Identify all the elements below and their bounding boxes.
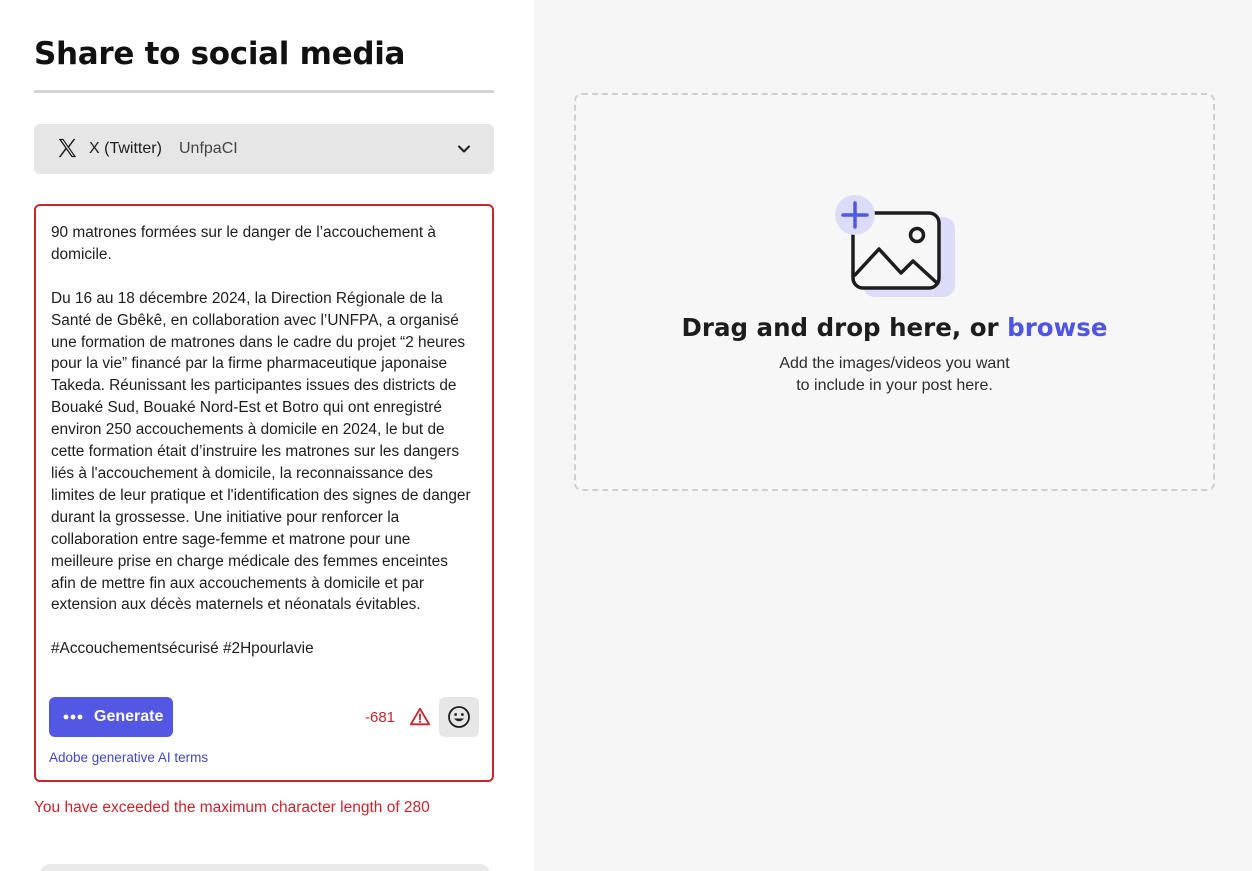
- next-section-preview: [40, 864, 490, 871]
- dropzone-title-text: Drag and drop here, or: [681, 313, 1008, 342]
- chevron-down-icon[interactable]: [456, 141, 472, 157]
- post-editor[interactable]: [34, 204, 494, 782]
- emoji-button[interactable]: [439, 697, 479, 737]
- dropzone-title: [576, 313, 1213, 342]
- add-image-icon: [835, 195, 961, 305]
- more-dots-icon: [63, 714, 83, 720]
- dropzone-subtitle-line1: Add the images/videos you want: [779, 355, 1010, 372]
- platform-name: X (Twitter): [89, 140, 162, 157]
- dropzone-subtitle-line2: to include in your post here.: [796, 377, 993, 394]
- character-limit-error: You have exceeded the maximum character length of 280: [34, 799, 430, 816]
- post-textarea[interactable]: 90 matrones formées sur le danger de l’accouchement à domicile. Du 16 au 18 décembre 2024, la Direction Régionale de la Santé de Gbêkê, en collaboration avec l’UNFPA, a organisé une formation de matrones dans le cadre du projet “2 heures pour la vie” financé par la firme pharmaceutique japonaise Takeda. Réunissant les participantes issues des districts de Bouaké Sud, Bouaké Nord-Est et Botro qui ont enregistré environ 250 accouchements à domicile en 2024, le but de cette formation était d’instruire les matrones sur les dangers liés à l'accouchement à domicile, la reconnaissance des limites de leur pratique et l'identification des signes de danger durant la grossesse. Une initiative pour renforcer la collaboration entre sage-femme et matrone pour une meilleure prise en charge médicale des femmes enceintes afin de mettre fin aux accouchements à domicile et par extension aux décès maternels et néonatals évitables. #Accouchementsécurisé #2Hpourlavie: [51, 224, 471, 658]
- account-selector[interactable]: [34, 124, 494, 174]
- ai-terms-link[interactable]: Adobe generative AI terms: [49, 750, 209, 765]
- account-handle: UnfpaCI: [179, 140, 238, 157]
- dropzone-subtitle: [576, 353, 1213, 397]
- title-divider: [34, 90, 494, 93]
- character-count: -681: [365, 709, 396, 726]
- media-dropzone[interactable]: [574, 93, 1215, 491]
- generate-label: Generate: [94, 708, 164, 725]
- smiley-icon: [447, 705, 471, 729]
- media-panel: [534, 0, 1252, 871]
- page-title: Share to social media: [34, 36, 406, 72]
- compose-panel: [0, 0, 534, 871]
- generate-button[interactable]: [49, 697, 173, 737]
- warning-icon: [409, 706, 431, 728]
- browse-link[interactable]: browse: [1007, 313, 1108, 342]
- x-logo-icon: [56, 137, 78, 159]
